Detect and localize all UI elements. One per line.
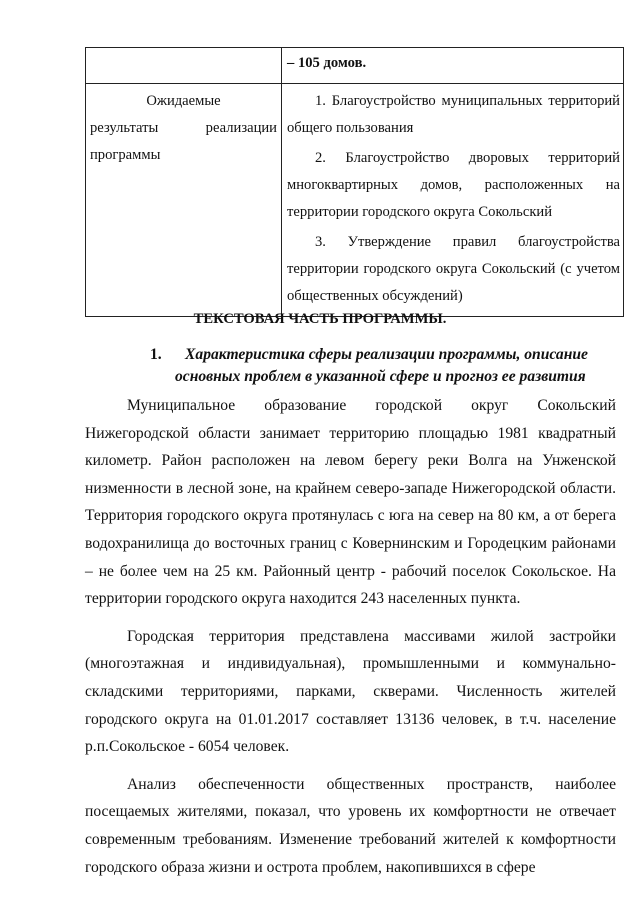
table-cell-label [86,84,282,317]
text-part-title: ТЕКСТОВАЯ ЧАСТЬ ПРОГРАММЫ. [193,311,447,327]
body-text [85,392,616,881]
paragraph: Муниципальное образование городской округ Сокольский Нижегородской области занимает территорию площадью 1981 квадратный километр. Район расположен на левом берегу реки Волга на Унженской низменности в лесной зоне, на крайнем северо-западе Нижегородской области. Территория городского округа протянулась с юга на север на 80 км, а от берега водохранилища до восточных границ с Ковернинским и Городецким районами – не более чем на 25 км. Районный центр - рабочий поселок Сокольское. На территории городского округа находится 243 населенных пункта. [85,397,616,608]
paragraph: Городская территория представлена массивами жилой застройки (многоэтажная и индивидуальная), промышленными и коммунально-складскими территориями, парками, скверами. Численность жителей городского округа на 01.01.2017 составляет 13136 человек, в т.ч. население р.п.Сокольское - 6054 человек. [85,627,616,756]
program-table [85,47,624,317]
section-number: 1. [150,346,162,363]
result-item: 2. Благоустройство дворовых территорий многоквартирных домов, расположенных на территории городского округа Сокольский [287,150,620,220]
table-row [86,48,624,84]
section-title-line: Характеристика сферы реализации программы, описание [185,346,588,363]
label-word: реализации [205,120,277,136]
label-line: программы [90,147,161,163]
result-item: 3. Утверждение правил благоустройства территории городского округа Сокольский (с учетом общественных обсуждений) [287,234,620,304]
label-line: Ожидаемые [146,93,221,109]
table-cell-empty [86,48,282,84]
result-item: 1. Благоустройство муниципальных территорий общего пользования [287,93,620,136]
section-title-line: основных проблем в указанной сфере и прогноз ее развития [175,368,586,385]
paragraph: Анализ обеспеченности общественных пространств, наиболее посещаемых жителями, показал, что уровень их комфортности не отвечает современным требованиям. Изменение требований жителей к комфортности городского образа жизни и острота проблем, накопившихся в сфере [85,775,616,876]
label-word: результаты [90,120,159,136]
table-cell-results [282,84,624,317]
table-cell-houses: – 105 домов. [282,48,624,84]
table-row [86,84,624,317]
